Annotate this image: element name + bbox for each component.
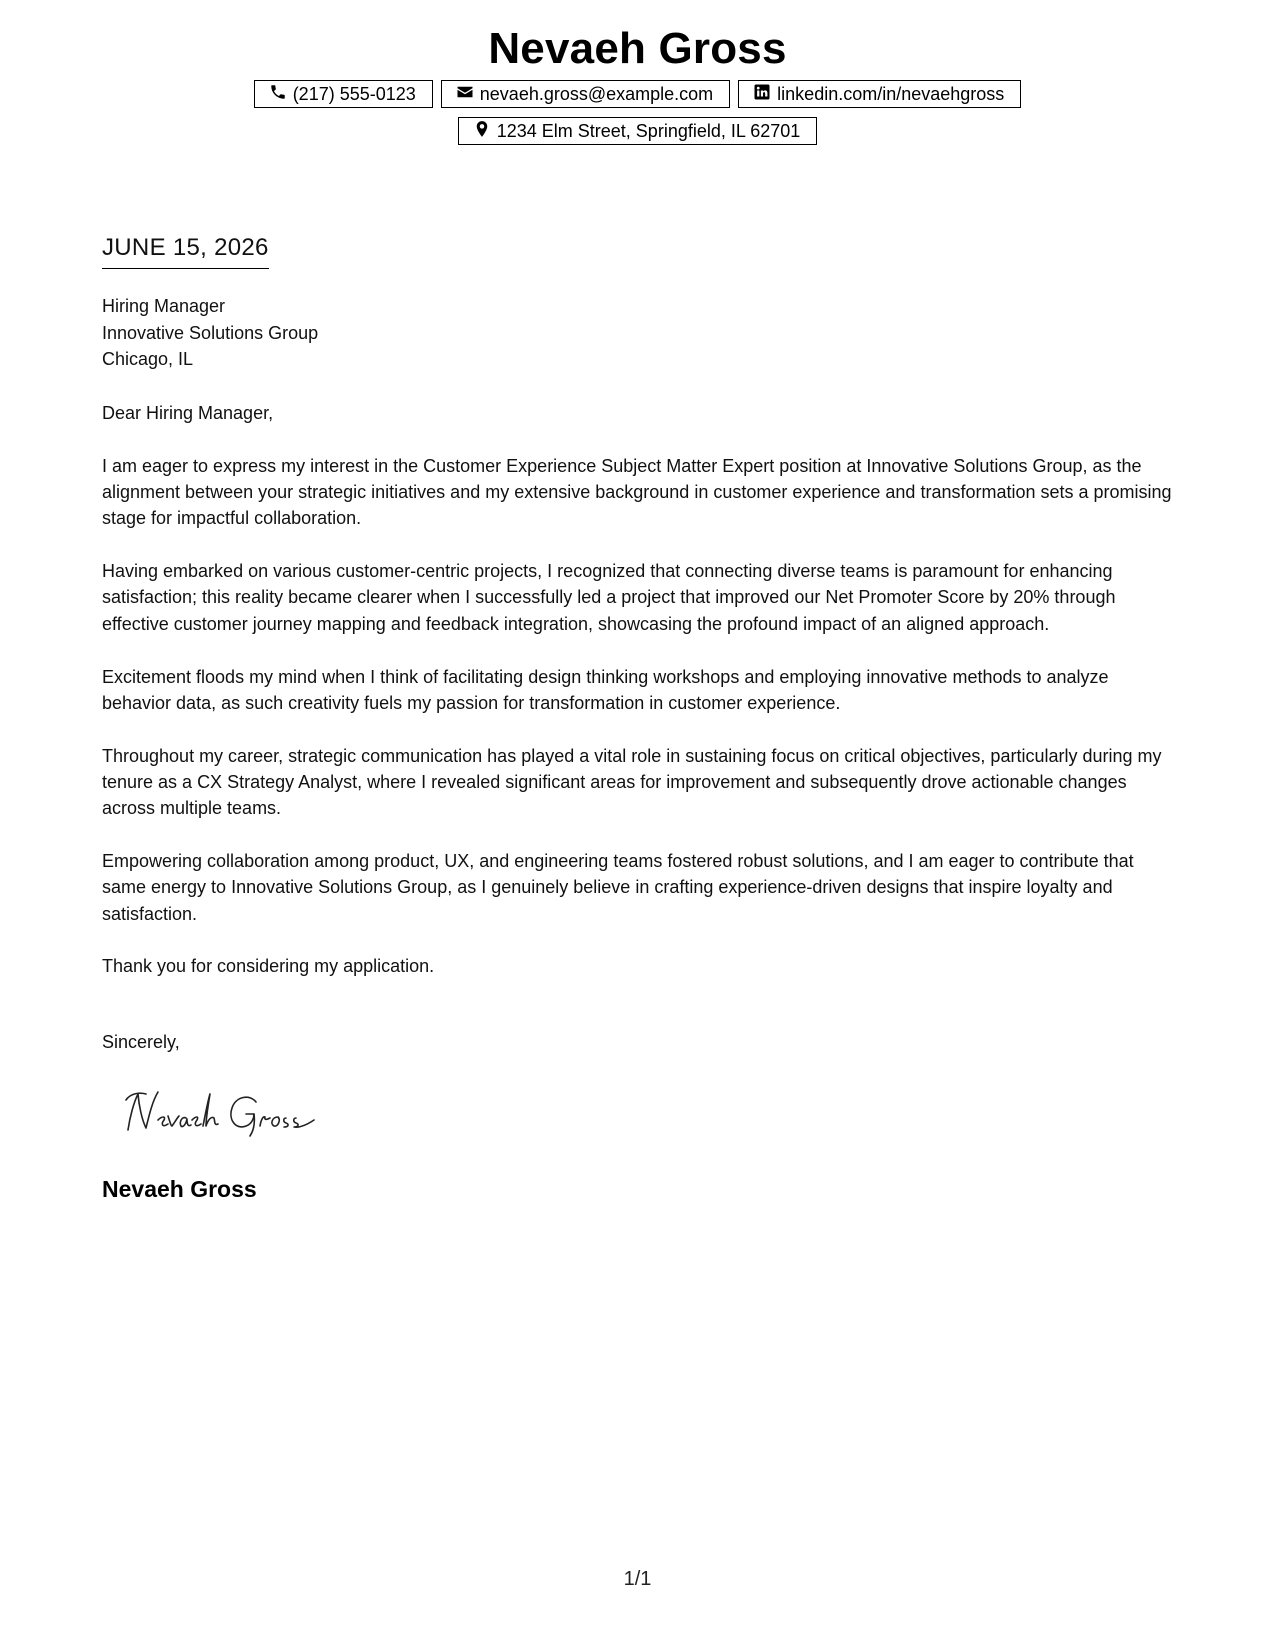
page-indicator: 1/1 [623,1568,652,1590]
envelope-icon [456,83,474,106]
letter-body [102,400,1177,1006]
recipient-title: Hiring Manager [102,296,226,316]
signer-name: Nevaeh Gross [102,1176,257,1202]
linkedin-text: linkedin.com/in/nevaehgross [777,83,1005,104]
linkedin-icon [753,83,771,106]
phone-chip [254,80,433,108]
closing-line: Sincerely, [102,1032,180,1052]
letter-date: JUNE 15, 2026 [102,234,269,269]
recipient-block [102,293,318,373]
applicant-name-heading: Nevaeh Gross [488,24,787,73]
handwritten-signature [124,1086,344,1138]
recipient-company: Innovative Solutions Group [102,322,319,343]
recipient-location: Chicago, IL [102,349,194,369]
body-paragraph: Throughout my career, strategic communication has played a vital role in sustaining focus on critical objectives, particularly during my tenure as a CX Strategy Analyst, where I revealed significant areas for improvement and subsequently drove actionable changes across multiple teams. [102,745,1162,819]
map-pin-icon [473,120,491,143]
address-text: 1234 Elm Street, Springfield, IL 62701 [496,120,801,141]
body-paragraph: I am eager to express my interest in the Customer Experience Subject Matter Expert position at Innovative Solutions Group, as the alignment between your strategic initiatives and my extensive background in customer experience and transformation sets a promising stage for impactful collaboration. [102,455,1172,529]
phone-text: (217) 555-0123 [292,83,416,104]
linkedin-chip [738,80,1021,108]
phone-icon [269,83,287,106]
email-text: nevaeh.gross@example.com [479,83,714,104]
contact-row-secondary [0,117,1275,145]
body-paragraph: Having embarked on various customer-centric projects, I recognized that connecting diverse teams is paramount for enhancing satisfaction; this reality became clearer when I successfully led a project that improved our Net Promoter Score by 20% through effective customer journey mapping and feedback integration, showcasing the profound impact of an aligned approach. [102,561,1116,634]
thank-you-line: Thank you for considering my application. [102,956,435,977]
contact-row-primary [0,80,1275,108]
salutation: Dear Hiring Manager, [102,403,274,423]
email-chip [441,80,730,108]
body-paragraph: Excitement floods my mind when I think of facilitating design thinking workshops and employing innovative methods to analyze behavior data, as such creativity fuels my passion for transformation in customer experience. [102,666,1109,713]
body-paragraph: Empowering collaboration among product, UX, and engineering teams fostered robust solutions, and I am eager to contribute that same energy to Innovative Solutions Group, as I genuinely believe in crafting experience-driven designs that inspire loyalty and satisfaction. [102,851,1134,924]
address-chip [458,117,818,145]
